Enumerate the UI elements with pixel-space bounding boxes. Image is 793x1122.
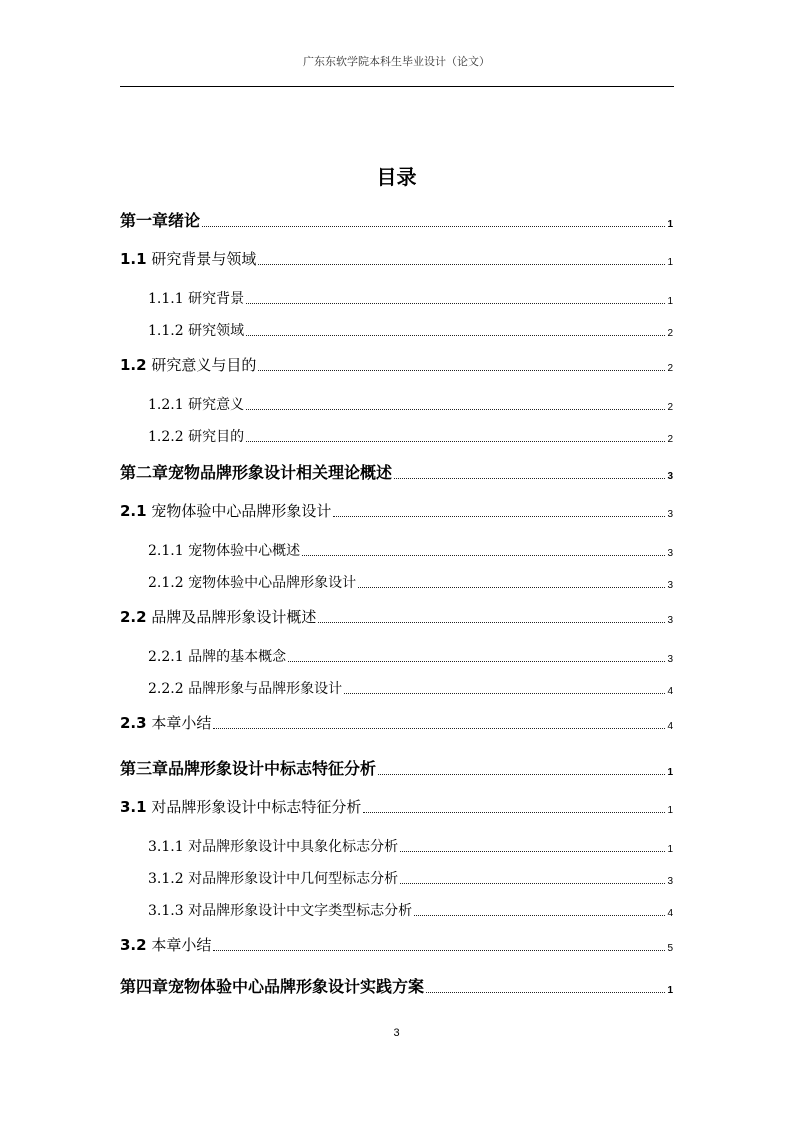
toc-leader-dots	[318, 622, 665, 623]
toc-entry-title: 1.2.2 研究目的	[148, 429, 245, 445]
toc-entry-title: 第三章品牌形象设计中标志特征分析	[120, 759, 377, 778]
toc-page-number: 1	[667, 805, 673, 816]
toc-entry-number: 1.2	[120, 356, 147, 374]
toc-page-number: 1	[667, 985, 673, 996]
toc-page-number: 5	[667, 943, 673, 954]
toc-entry-text: 本章小结	[146, 936, 212, 954]
toc-entry[interactable]	[148, 900, 673, 920]
toc-leader-dots	[258, 264, 665, 265]
toc-entry-title	[120, 248, 256, 269]
toc-entry-number: 2.1	[120, 502, 147, 520]
toc-entry[interactable]	[148, 868, 673, 888]
toc-entry-title: 1.2.1 研究意义	[148, 397, 245, 413]
toc-leader-dots	[288, 661, 665, 662]
toc-entry-title: 3.1.2 对品牌形象设计中几何型标志分析	[148, 871, 399, 887]
toc-entry[interactable]	[120, 756, 673, 779]
toc-page-number: 4	[667, 721, 673, 732]
toc-page-number: 1	[667, 219, 673, 230]
toc-leader-dots	[378, 774, 665, 775]
toc-entry-number: 2.3	[120, 714, 147, 732]
toc-entry[interactable]	[120, 460, 673, 483]
toc-page-number: 1	[667, 296, 673, 307]
toc-entry-number: 3.2	[120, 936, 147, 954]
toc-entry-title: 2.1.2 宠物体验中心品牌形象设计	[148, 575, 357, 591]
toc-page-number: 3	[667, 509, 673, 520]
toc-entry-text: 对品牌形象设计中标志特征分析	[146, 798, 362, 816]
toc-leader-dots	[258, 370, 665, 371]
toc-title: 目录	[376, 165, 417, 189]
toc-entry[interactable]	[148, 288, 673, 308]
page-number: 3	[393, 1027, 400, 1039]
toc-leader-dots	[363, 812, 665, 813]
toc-entry-title: 2.2.1 品牌的基本概念	[148, 649, 287, 665]
toc-entry[interactable]	[120, 208, 673, 231]
toc-entry[interactable]	[148, 836, 673, 856]
toc-entry-title	[120, 500, 331, 521]
toc-entry-text: 研究背景与领域	[146, 250, 257, 268]
toc-entry[interactable]	[120, 712, 673, 733]
toc-entry[interactable]	[148, 646, 673, 666]
toc-entry[interactable]	[120, 934, 673, 955]
toc-entry-number: 1.1	[120, 250, 147, 268]
toc-leader-dots	[400, 883, 665, 884]
toc-entry-title: 第一章绪论	[120, 211, 201, 230]
toc-entry[interactable]	[148, 426, 673, 446]
toc-leader-dots	[344, 693, 665, 694]
toc-entry[interactable]	[120, 354, 673, 375]
toc-entry-number: 2.2	[120, 608, 147, 626]
toc-leader-dots	[246, 409, 665, 410]
toc-leader-dots	[202, 226, 665, 227]
toc-entry-title	[120, 796, 361, 817]
toc-leader-dots	[426, 992, 665, 993]
toc-leader-dots	[213, 950, 665, 951]
toc-leader-dots	[246, 335, 665, 336]
toc-page-number: 1	[667, 844, 673, 855]
toc-entry-text: 宠物体验中心品牌形象设计	[146, 502, 332, 520]
toc-leader-dots	[302, 555, 665, 556]
toc-page-number: 1	[667, 767, 673, 778]
toc-leader-dots	[246, 441, 665, 442]
toc-leader-dots	[213, 728, 665, 729]
toc-page-number: 3	[667, 876, 673, 887]
toc-page-number: 2	[667, 434, 673, 445]
toc-entry[interactable]	[148, 540, 673, 560]
toc-entry-title: 3.1.1 对品牌形象设计中具象化标志分析	[148, 839, 399, 855]
toc-entry-title: 1.1.1 研究背景	[148, 291, 245, 307]
toc-entry[interactable]	[148, 394, 673, 414]
toc-entry-title: 2.2.2 品牌形象与品牌形象设计	[148, 681, 343, 697]
toc-leader-dots	[394, 478, 665, 479]
toc-page-number: 2	[667, 402, 673, 413]
toc-page-number: 3	[667, 580, 673, 591]
toc-leader-dots	[414, 915, 665, 916]
toc-entry[interactable]	[120, 974, 673, 997]
toc-entry-text: 本章小结	[146, 714, 212, 732]
toc-entry-title	[120, 354, 256, 375]
toc-entry-text: 品牌及品牌形象设计概述	[146, 608, 317, 626]
toc-entry[interactable]	[120, 606, 673, 627]
toc-leader-dots	[246, 303, 665, 304]
toc-entry-title	[120, 712, 211, 733]
toc-entry-title: 1.1.2 研究领域	[148, 323, 245, 339]
toc-entry-title	[120, 606, 316, 627]
page-header: 广东东软学院本科生毕业设计（论文）	[303, 55, 490, 68]
toc-page-number: 2	[667, 363, 673, 374]
header-rule	[120, 86, 674, 87]
toc-entry[interactable]	[120, 500, 673, 521]
toc-entry[interactable]	[148, 572, 673, 592]
toc-page-number: 3	[667, 615, 673, 626]
toc-page-number: 3	[667, 654, 673, 665]
toc-page-number: 3	[667, 548, 673, 559]
toc-entry-title: 2.1.1 宠物体验中心概述	[148, 543, 301, 559]
toc-page-number: 1	[667, 257, 673, 268]
toc-page-number: 4	[667, 908, 673, 919]
toc-leader-dots	[358, 587, 665, 588]
toc-leader-dots	[400, 851, 665, 852]
toc-page-number: 2	[667, 328, 673, 339]
toc-entry-title: 第二章宠物品牌形象设计相关理论概述	[120, 463, 393, 482]
toc-entry[interactable]	[120, 248, 673, 269]
toc-entry-text: 研究意义与目的	[146, 356, 257, 374]
toc-leader-dots	[333, 516, 665, 517]
toc-entry-title: 3.1.3 对品牌形象设计中文字类型标志分析	[148, 903, 413, 919]
toc-entry[interactable]	[148, 678, 673, 698]
toc-page-number: 3	[667, 471, 673, 482]
toc-entry-title	[120, 934, 211, 955]
toc-entry-number: 3.1	[120, 798, 147, 816]
toc-entry-title: 第四章宠物体验中心品牌形象设计实践方案	[120, 977, 425, 996]
toc-page-number: 4	[667, 686, 673, 697]
toc-entry[interactable]	[148, 320, 673, 340]
toc-entry[interactable]	[120, 796, 673, 817]
